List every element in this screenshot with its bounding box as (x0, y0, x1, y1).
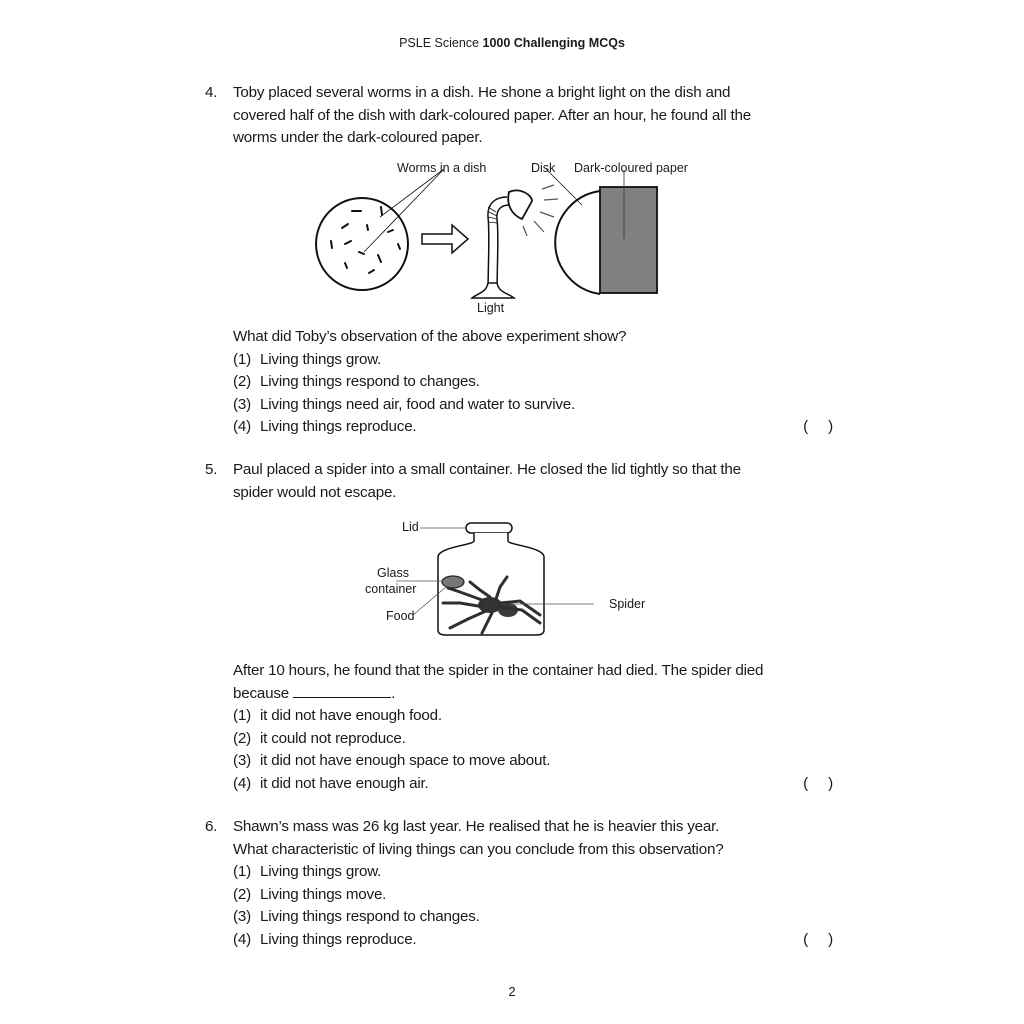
label-worms: Worms in a dish (397, 161, 487, 175)
answer-bracket[interactable]: ( ) (803, 774, 833, 792)
question-6 (205, 816, 833, 951)
question-number: 4. (205, 84, 218, 101)
worm-experiment-diagram (300, 155, 720, 325)
option-4: (4) Living things reproduce. ( ) (233, 929, 815, 952)
question-text-line2: because . (233, 684, 396, 702)
label-spider: Spider (609, 597, 646, 611)
question-5-prompt (205, 660, 833, 795)
question-number: 6. (205, 818, 218, 835)
stem-line: Paul placed a spider into a small container. He closed the lid tightly so that the (233, 461, 741, 478)
option-3: (3) Living things respond to changes. (233, 908, 480, 925)
stem-line: covered half of the dish with dark-coloured paper. After an hour, he found all the (233, 106, 752, 124)
option-1: (1) Living things grow. (233, 350, 382, 368)
option-2: (2) Living things move. (233, 885, 387, 903)
label-glass: Glass (377, 566, 409, 580)
option-3: (3) it did not have enough space to move about. (233, 752, 551, 769)
question-5 (205, 459, 815, 504)
question-4 (205, 82, 815, 150)
header-prefix: PSLE Science (399, 36, 480, 50)
question-4-prompt (205, 326, 833, 439)
stem-line: What characteristic of living things can you conclude from this observation? (233, 840, 724, 858)
page-number: 2 (508, 984, 516, 999)
label-light: Light (477, 301, 505, 315)
question-text: After 10 hours, he found that the spider in the container had died. The spider died (233, 662, 764, 679)
header-title: 1000 Challenging MCQs (482, 36, 625, 50)
label-food: Food (386, 609, 415, 623)
question-stem (233, 82, 815, 150)
label-disk: Disk (531, 161, 556, 175)
option-3: (3) Living things need air, food and water to survive. (233, 395, 576, 413)
label-paper: Dark-coloured paper (574, 161, 688, 175)
question-number: 5. (205, 461, 218, 478)
option-4: (4) it did not have enough air. ( ) (233, 773, 815, 796)
question-stem (233, 459, 815, 504)
option-1: (1) it did not have enough food. (233, 707, 442, 724)
spider-container-figure (350, 515, 670, 640)
stem-line: Toby placed several worms in a dish. He shone a bright light on the dish and (233, 84, 731, 101)
label-lid: Lid (402, 520, 419, 534)
answer-bracket[interactable]: ( ) (803, 930, 833, 948)
worm-experiment-figure (300, 155, 720, 325)
option-1: (1) Living things grow. (233, 863, 382, 880)
label-container: container (365, 582, 417, 596)
question-stem (233, 816, 815, 861)
option-2: (2) Living things respond to changes. (233, 373, 480, 390)
question-text: What did Toby’s observation of the above experiment show? (233, 328, 627, 345)
stem-line: spider would not escape. (233, 483, 397, 501)
stem-line: Shawn’s mass was 26 kg last year. He realised that he is heavier this year. (233, 818, 720, 835)
answer-bracket[interactable]: ( ) (803, 418, 833, 435)
answer-blank (293, 683, 391, 698)
option-2: (2) it could not reproduce. (233, 729, 406, 747)
running-header (0, 36, 1024, 50)
stem-line: worms under the dark-coloured paper. (233, 129, 483, 146)
option-4: (4) Living things reproduce. ( ) (233, 416, 815, 439)
